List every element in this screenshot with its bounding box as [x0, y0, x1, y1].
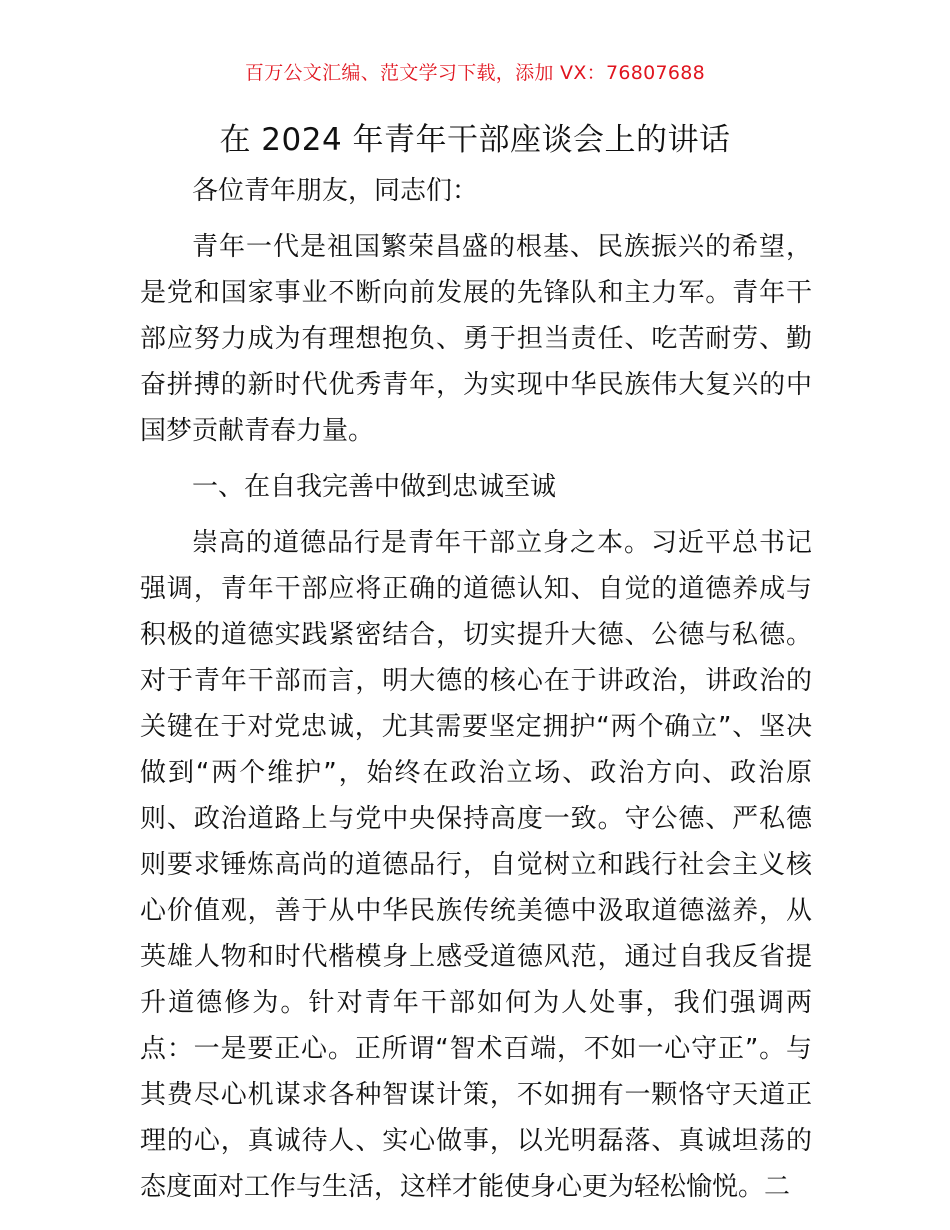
document-title: 在 2024 年青年干部座谈会上的讲话 — [219, 122, 731, 158]
watermark-banner: 百万公文汇编、范文学习下载，添加 VX：76807688 — [244, 62, 706, 84]
section-heading-1: 一、在自我完善中做到忠诚至诚 — [192, 472, 557, 502]
salutation: 各位青年朋友，同志们： — [192, 176, 479, 206]
paragraph-section-1: 崇高的道德品行是青年干部立身之本。习近平总书记强调，青年干部应将正确的道德认知、自觉的道德养成与积极的道德实践紧密结合，切实提升大德、公德与私德。对于青年干部而言，明大德的核心在于讲政治，讲政治的关键在于对党忠诚，尤其需要坚定拥护“两个确立”、坚决做到“两个维护”，始终在政治立场、政治方向、政治原则、政治道路上与党中央保持高度一致。守公德、严私德则要求锤炼高尚的道德品行，自觉树立和践行社会主义核心价值观，善于从中华民族传统美德中汲取道德滋养，从英雄人物和时代楷模身上感受道德风范，通过自我反省提升道德修为。针对青年干部如何为人处事，我们强调两点：一是要正心。正所谓“智术百端，不如一心守正”。与其费尽心机谋求各种智谋计策，不如拥有一颗恪守天道正理的心，真诚待人、实心做事，以光明磊落、真诚坦荡的态度面对工作与生活，这样才能使身心更为轻松愉悦。二 — [140, 528, 812, 1202]
document-body — [140, 168, 812, 1210]
paragraph-intro: 青年一代是祖国繁荣昌盛的根基、民族振兴的希望，是党和国家事业不断向前发展的先锋队和主力军。青年干部应努力成为有理想抱负、勇于担当责任、吃苦耐劳、勤奋拼搏的新时代优秀青年，为实现中华民族伟大复兴的中国梦贡献青春力量。 — [140, 232, 812, 446]
